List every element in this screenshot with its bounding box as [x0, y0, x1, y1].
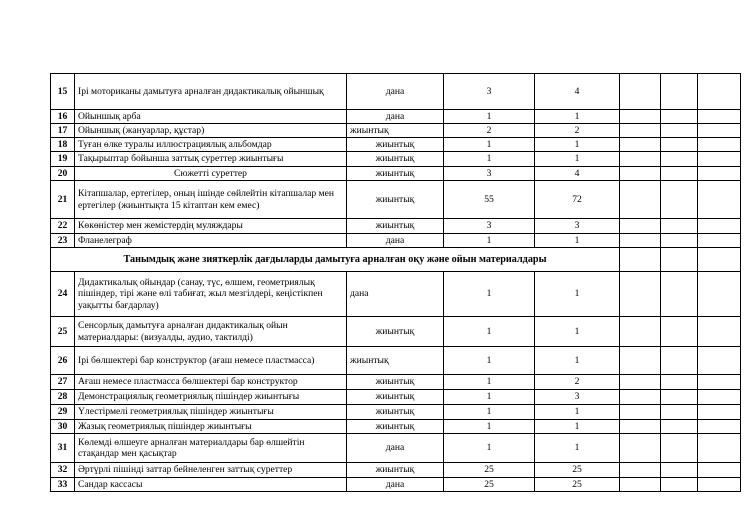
- empty-cell: [661, 124, 698, 138]
- empty-cell: [620, 124, 661, 138]
- empty-cell: [661, 219, 698, 234]
- empty-cell: [698, 405, 741, 420]
- row-number: 17: [51, 124, 75, 138]
- materials-table: [50, 73, 741, 492]
- quantity-available: 25: [535, 463, 620, 478]
- empty-cell: [698, 124, 741, 138]
- table-row: [51, 347, 741, 375]
- item-name: Кітапшалар, ертегілер, оның ішінде сөйлейтін кітапшалар мен ертегілер (жиынтықта 15 кітаптан кем емес): [75, 181, 347, 219]
- item-name: Сандар кассасы: [75, 478, 347, 492]
- empty-cell: [620, 74, 661, 110]
- row-number: 22: [51, 219, 75, 234]
- table-row: [51, 463, 741, 478]
- item-name: Ойыншық арба: [75, 110, 347, 124]
- unit-of-measure: жиынтық: [347, 181, 444, 219]
- quantity-available: 1: [535, 434, 620, 463]
- empty-cell: [698, 248, 741, 272]
- quantity-required: 1: [444, 375, 535, 390]
- unit-of-measure: жиынтық: [347, 463, 444, 478]
- unit-of-measure: жиынтық: [347, 347, 444, 375]
- item-name: Ірі бөлшектері бар конструктор (ағаш немесе пластмасса): [75, 347, 347, 375]
- row-number: 29: [51, 405, 75, 420]
- unit-of-measure: дана: [347, 272, 444, 317]
- empty-cell: [620, 390, 661, 405]
- item-name: Әртүрлі пішінді заттар бейнеленген заттық суреттер: [75, 463, 347, 478]
- row-number: 31: [51, 434, 75, 463]
- item-name: Көкөністер мен жемістердің муляждары: [75, 219, 347, 234]
- empty-cell: [661, 167, 698, 181]
- empty-cell: [661, 234, 698, 248]
- empty-cell: [620, 405, 661, 420]
- empty-cell: [698, 375, 741, 390]
- unit-of-measure: жиынтық: [347, 219, 444, 234]
- table-row: [51, 219, 741, 234]
- quantity-required: 1: [444, 405, 535, 420]
- item-name: Дидактикалық ойындар (санау, түс, өлшем, геометриялық пішіндер, тірі және өлі табиғат, жыл мезгілдері, кеңістікпен уақытты бағдарлау): [75, 272, 347, 317]
- table-row: [51, 234, 741, 248]
- empty-cell: [620, 317, 661, 347]
- unit-of-measure: жиынтық: [347, 138, 444, 152]
- empty-cell: [661, 390, 698, 405]
- table-row: [51, 405, 741, 420]
- quantity-required: 3: [444, 219, 535, 234]
- item-name: Ағаш немесе пластмасса бөлшектері бар конструктор: [75, 375, 347, 390]
- item-name: Туған өлке туралы иллюстрациялық альбомдар: [75, 138, 347, 152]
- empty-cell: [698, 219, 741, 234]
- quantity-available: 1: [535, 138, 620, 152]
- row-number: 16: [51, 110, 75, 124]
- empty-cell: [620, 167, 661, 181]
- empty-cell: [698, 234, 741, 248]
- quantity-required: 25: [444, 478, 535, 492]
- table-row: [51, 478, 741, 492]
- empty-cell: [661, 138, 698, 152]
- quantity-required: 1: [444, 317, 535, 347]
- quantity-available: 1: [535, 420, 620, 434]
- unit-of-measure: жиынтық: [347, 420, 444, 434]
- quantity-required: 1: [444, 152, 535, 167]
- empty-cell: [620, 463, 661, 478]
- quantity-required: 1: [444, 420, 535, 434]
- empty-cell: [661, 317, 698, 347]
- row-number: 26: [51, 347, 75, 375]
- empty-cell: [661, 463, 698, 478]
- table-row: [51, 152, 741, 167]
- unit-of-measure: жиынтық: [347, 390, 444, 405]
- quantity-available: 1: [535, 272, 620, 317]
- table-row: [51, 181, 741, 219]
- item-name: Көлемді өлшеуге арналған материалдары бар өлшейтін стақандар мен қасықтар: [75, 434, 347, 463]
- unit-of-measure: жиынтық: [347, 124, 444, 138]
- row-number: 21: [51, 181, 75, 219]
- empty-cell: [620, 219, 661, 234]
- item-name: Сенсорлық дамытуға арналған дидактикалық ойын материалдары: (визуалды, аудио, тактилді): [75, 317, 347, 347]
- empty-cell: [620, 110, 661, 124]
- table-body-part2: [51, 272, 741, 492]
- quantity-required: 55: [444, 181, 535, 219]
- empty-cell: [620, 234, 661, 248]
- row-number: 32: [51, 463, 75, 478]
- empty-cell: [661, 420, 698, 434]
- empty-cell: [661, 248, 698, 272]
- quantity-required: 1: [444, 110, 535, 124]
- table-row: [51, 124, 741, 138]
- unit-of-measure: дана: [347, 234, 444, 248]
- empty-cell: [698, 347, 741, 375]
- empty-cell: [661, 347, 698, 375]
- quantity-available: 4: [535, 167, 620, 181]
- table-row: [51, 138, 741, 152]
- row-number: 19: [51, 152, 75, 167]
- empty-cell: [661, 110, 698, 124]
- quantity-available: 1: [535, 110, 620, 124]
- quantity-required: 25: [444, 463, 535, 478]
- empty-cell: [661, 375, 698, 390]
- table-row: [51, 420, 741, 434]
- table-row: [51, 317, 741, 347]
- empty-cell: [698, 74, 741, 110]
- table-body-part1: [51, 74, 741, 248]
- row-number: 27: [51, 375, 75, 390]
- quantity-available: 1: [535, 317, 620, 347]
- item-name: Тақырыптар бойынша заттық суреттер жиынтығы: [75, 152, 347, 167]
- quantity-available: 1: [535, 152, 620, 167]
- empty-cell: [620, 272, 661, 317]
- quantity-available: 2: [535, 124, 620, 138]
- empty-cell: [698, 181, 741, 219]
- empty-cell: [620, 347, 661, 375]
- table-row: [51, 434, 741, 463]
- item-name: Фланелеграф: [75, 234, 347, 248]
- unit-of-measure: жиынтық: [347, 375, 444, 390]
- row-number: 18: [51, 138, 75, 152]
- empty-cell: [698, 110, 741, 124]
- row-number: 25: [51, 317, 75, 347]
- table-row: [51, 390, 741, 405]
- quantity-required: 2: [444, 124, 535, 138]
- quantity-required: 1: [444, 390, 535, 405]
- quantity-available: 3: [535, 390, 620, 405]
- quantity-required: 1: [444, 138, 535, 152]
- item-name: Ірі моториканы дамытуға арналған дидактикалық ойыншық: [75, 74, 347, 110]
- empty-cell: [620, 138, 661, 152]
- quantity-required: 1: [444, 272, 535, 317]
- quantity-required: 3: [444, 167, 535, 181]
- quantity-required: 1: [444, 234, 535, 248]
- item-name: Сюжетті суреттер: [75, 167, 347, 181]
- empty-cell: [698, 317, 741, 347]
- row-number: 28: [51, 390, 75, 405]
- row-number: 23: [51, 234, 75, 248]
- empty-cell: [620, 375, 661, 390]
- row-number: 20: [51, 167, 75, 181]
- empty-cell: [661, 74, 698, 110]
- quantity-available: 1: [535, 405, 620, 420]
- quantity-available: 3: [535, 219, 620, 234]
- quantity-required: 1: [444, 434, 535, 463]
- quantity-available: 2: [535, 375, 620, 390]
- unit-of-measure: жиынтық: [347, 167, 444, 181]
- quantity-available: 4: [535, 74, 620, 110]
- quantity-available: 1: [535, 234, 620, 248]
- empty-cell: [698, 138, 741, 152]
- unit-of-measure: жиынтық: [347, 317, 444, 347]
- empty-cell: [620, 152, 661, 167]
- quantity-available: 72: [535, 181, 620, 219]
- section-row: [51, 248, 741, 272]
- empty-cell: [620, 248, 661, 272]
- unit-of-measure: дана: [347, 110, 444, 124]
- empty-cell: [620, 478, 661, 492]
- row-number: 33: [51, 478, 75, 492]
- quantity-required: 3: [444, 74, 535, 110]
- row-number: 24: [51, 272, 75, 317]
- item-name: Үлестірмелі геометриялық пішіндер жиынтығы: [75, 405, 347, 420]
- unit-of-measure: дана: [347, 434, 444, 463]
- unit-of-measure: дана: [347, 74, 444, 110]
- item-name: Демонстрациялық геометриялық пішіндер жиынтығы: [75, 390, 347, 405]
- section-heading: Танымдық және зияткерлік дағдыларды дамытуға арналған оқу және ойын материалдары: [51, 248, 620, 272]
- empty-cell: [620, 181, 661, 219]
- empty-cell: [698, 434, 741, 463]
- empty-cell: [661, 152, 698, 167]
- table-row: [51, 272, 741, 317]
- empty-cell: [661, 272, 698, 317]
- table-row: [51, 110, 741, 124]
- empty-cell: [661, 478, 698, 492]
- unit-of-measure: дана: [347, 478, 444, 492]
- empty-cell: [698, 152, 741, 167]
- row-number: 15: [51, 74, 75, 110]
- unit-of-measure: жиынтық: [347, 405, 444, 420]
- empty-cell: [661, 434, 698, 463]
- item-name: Жазық геометриялық пішіндер жиынтығы: [75, 420, 347, 434]
- table-row: [51, 167, 741, 181]
- table-row: [51, 375, 741, 390]
- empty-cell: [661, 181, 698, 219]
- empty-cell: [620, 420, 661, 434]
- empty-cell: [698, 478, 741, 492]
- table-section: [51, 248, 741, 272]
- quantity-required: 1: [444, 347, 535, 375]
- empty-cell: [698, 272, 741, 317]
- empty-cell: [661, 405, 698, 420]
- table-row: [51, 74, 741, 110]
- quantity-available: 25: [535, 478, 620, 492]
- empty-cell: [620, 434, 661, 463]
- empty-cell: [698, 463, 741, 478]
- unit-of-measure: жиынтық: [347, 152, 444, 167]
- empty-cell: [698, 390, 741, 405]
- empty-cell: [698, 420, 741, 434]
- empty-cell: [698, 167, 741, 181]
- row-number: 30: [51, 420, 75, 434]
- item-name: Ойыншық (жануарлар, құстар): [75, 124, 347, 138]
- quantity-available: 1: [535, 347, 620, 375]
